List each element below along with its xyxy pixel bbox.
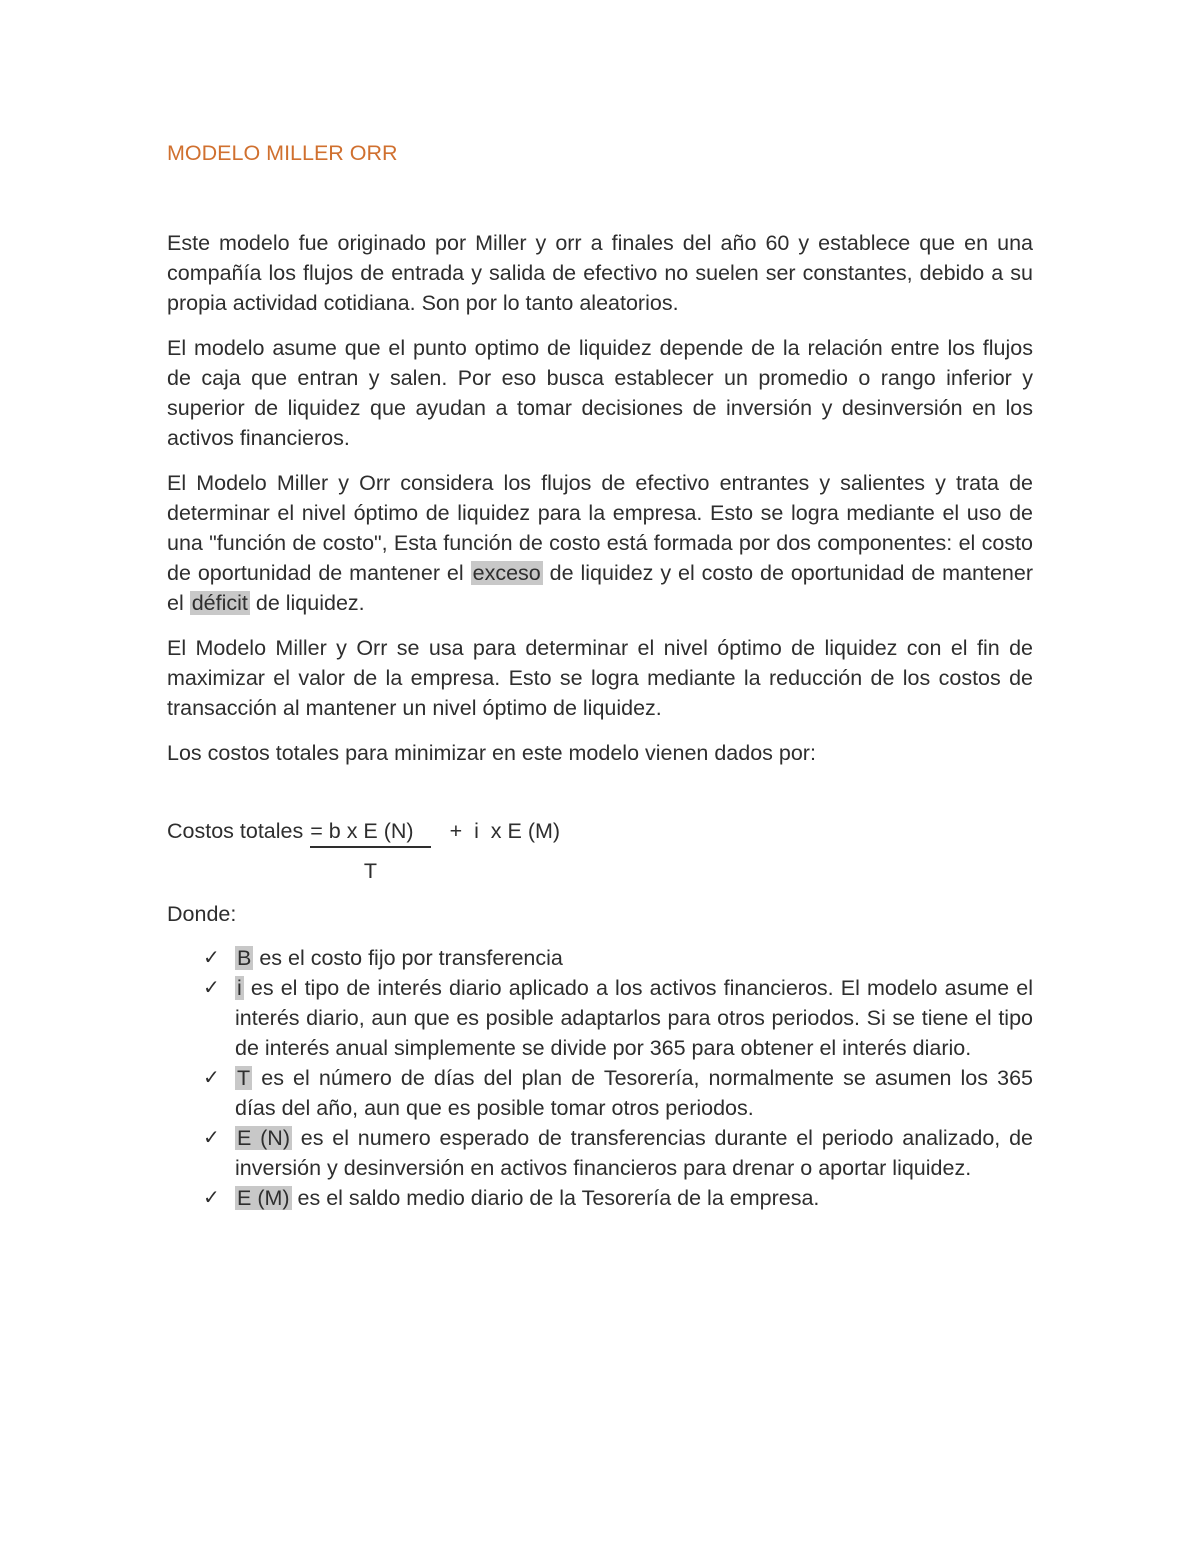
paragraph-segment: de liquidez y el costo de oportunidad de mantener el [167,561,1034,615]
checkmark-icon: ✓ [203,1067,220,1089]
definitions-list [167,943,1033,1213]
checkmark-icon: ✓ [203,1127,220,1149]
highlighted-term-deficit: déficit [191,591,248,615]
formula-fraction [310,816,430,886]
formula-denominator: T [363,859,377,883]
list-item-i [167,973,1033,1063]
highlighted-term-b: B [237,946,252,970]
document-title: MODELO MILLER ORR [167,141,398,165]
highlighted-term-em: E (M) [237,1186,290,1210]
paragraph-usage: El Modelo Miller y Orr se usa para determinar el nivel óptimo de liquidez con el fin de maximizar el valor de la empresa. Esto se logra mediante la reducción de los costos de transacción al mantener un nivel óptimo de liquidez. [167,636,1033,720]
list-item-text: es el numero esperado de transferencias durante el periodo analizado, de inversión y desinversión en activos financieros para drenar o aportar liquidez. [235,1126,1033,1180]
where-label: Donde: [167,902,237,926]
highlighted-term-en: E (N) [237,1126,290,1150]
list-item-en [167,1123,1033,1183]
list-item-em [167,1183,1033,1213]
total-costs-formula [167,816,1033,886]
list-item-t [167,1063,1033,1123]
list-item-b [167,943,1033,973]
list-item-text: es el número de días del plan de Tesorería, normalmente se asumen los 365 días del año, aun que es posible tomar otros periodos. [235,1066,1033,1120]
list-item-text: es el saldo medio diario de la Tesorería de la empresa. [291,1186,820,1210]
formula-right-term: + i x E (M) [449,819,561,843]
checkmark-icon: ✓ [203,947,220,969]
highlighted-term-i: i [237,976,242,1000]
paragraph-segment: de liquidez. [249,591,365,615]
paragraph-costs-intro: Los costos totales para minimizar en este modelo vienen dados por: [167,741,816,765]
formula-numerator: = b x E (N) [310,816,430,848]
document-content [167,138,1033,1213]
paragraph-model-assumption: El modelo asume que el punto optimo de liquidez depende de la relación entre los flujos de caja que entran y salen. Por eso busca establecer un promedio o rango inferior y superior de liquidez que ayudan a tomar decisiones de inversión y desinversión en los activos financieros. [167,336,1033,450]
highlighted-term-t: T [237,1066,251,1090]
formula-left-label: Costos totales [167,819,304,843]
list-item-text: es el tipo de interés diario aplicado a los activos financieros. El modelo asume el interés diario, aun que es posible adaptarlos para otros periodos. Si se tiene el tipo de interés anual simplemente se divide por 365 para obtener el interés diario. [235,976,1033,1060]
paragraph-segment: El Modelo Miller y Orr considera los flujos de efectivo entrantes y salientes y trata de determinar el nivel óptimo de liquidez para la empresa. Esto se logra mediante el uso de una "función de costo", Esta función de costo está formada por dos componentes: el costo de oportunidad de mantener el [167,471,1033,585]
list-item-text: es el costo fijo por transferencia [253,946,563,970]
checkmark-icon: ✓ [203,977,220,999]
paragraph-cost-function [167,468,1033,618]
paragraph-intro: Este modelo fue originado por Miller y orr a finales del año 60 y establece que en una compañía los flujos de entrada y salida de efectivo no suelen ser constantes, debido a su propia actividad cotidiana. Son por lo tanto aleatorios. [167,231,1033,315]
checkmark-icon: ✓ [203,1187,220,1209]
highlighted-term-exceso: exceso [472,561,541,585]
